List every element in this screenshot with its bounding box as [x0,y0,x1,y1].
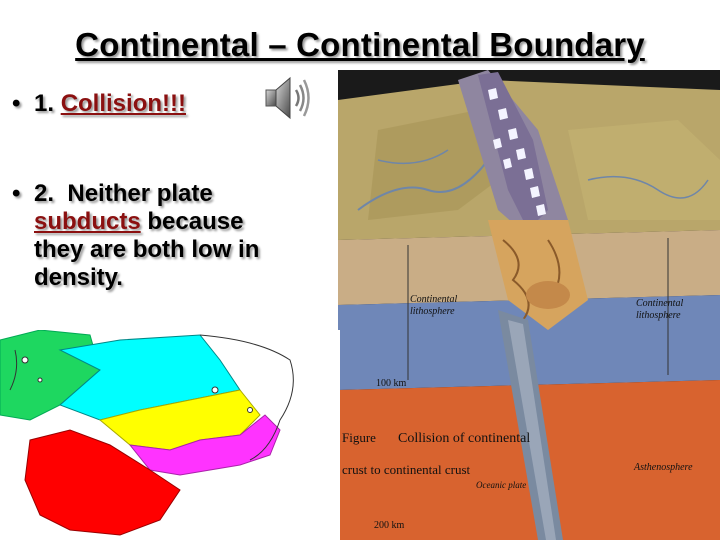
figure-word: Figure [342,430,376,445]
bullet-marker: • [12,180,21,207]
colored-continent-map [0,330,340,540]
subducts-keyword: subducts [34,208,141,235]
bullet-text: Neither plate [67,180,213,207]
bullet-text: they are both low in [34,236,260,263]
asthenosphere-label: Asthenosphere [634,462,693,473]
bullet-text: because [147,208,244,235]
slide-title: Continental – Continental Boundary [75,26,645,63]
bullet-text: density. [34,264,123,291]
left-lithosphere-label: lithosphere [410,306,455,317]
depth-200-label: 200 km [374,520,405,531]
caption-line-1: Collision of continental [398,431,531,446]
speaker-audio-icon[interactable] [262,74,314,122]
bullet-2 [12,180,342,292]
caption-line-2: crust to continental crust [342,462,471,477]
bullet-number: 1. [34,90,55,117]
depth-100-label: 100 km [376,378,407,389]
right-lithosphere-label: lithosphere [636,310,681,321]
collision-keyword: Collision!!! [60,90,186,117]
bullet-number: 2. [34,180,55,207]
bullet-marker: • [12,90,21,117]
bullet-1 [12,90,186,118]
right-lithosphere-label: Continental [636,298,684,309]
oceanic-plate-label: Oceanic plate [476,480,527,490]
collision-block-diagram [338,70,720,540]
left-lithosphere-label: Continental [410,294,458,305]
